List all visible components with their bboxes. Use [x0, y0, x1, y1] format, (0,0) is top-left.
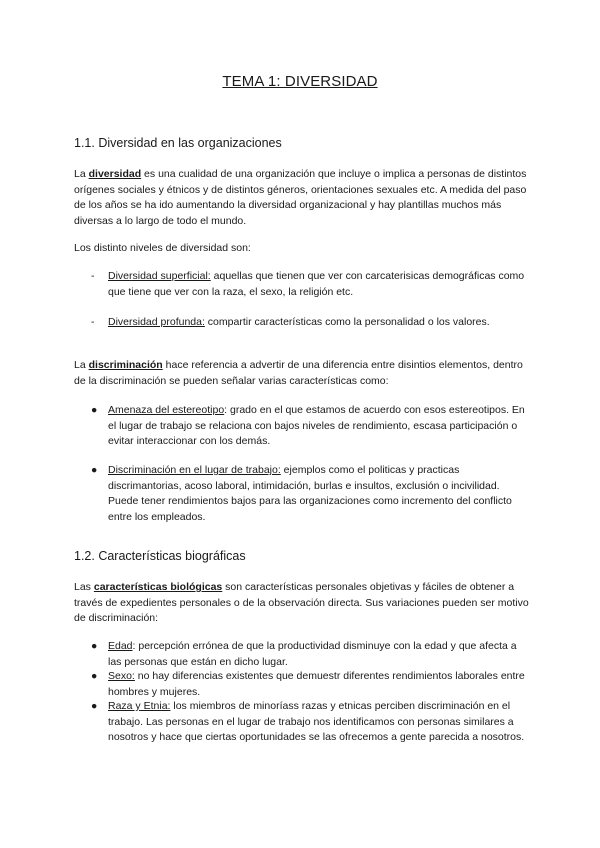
- biographic-label: Sexo:: [108, 670, 135, 682]
- section-1-heading: 1.1. Diversidad en las organizaciones: [74, 136, 282, 150]
- discrimination-item-text: [108, 463, 531, 525]
- section-1-paragraph-discrimination: [74, 358, 530, 389]
- level-item-text: [108, 269, 531, 300]
- level-description: aquellas que tienen que ver con carcaterisicas demográficas como que tiene que ver con la raza, el sexo, la religión etc.: [108, 270, 525, 298]
- bullet-marker: ●: [91, 670, 98, 682]
- discrimination-label: Discriminación en el lugar de trabajo:: [108, 464, 281, 476]
- biographic-label: Edad: [108, 640, 133, 652]
- bullet-marker: ●: [91, 464, 98, 476]
- biographic-item-edad: [91, 639, 531, 670]
- term-caracteristicas-biologicas: características biológicas: [93, 581, 223, 593]
- section-1-levels-intro: Los distinto niveles de diversidad son:: [74, 242, 251, 254]
- biographic-item-text: [108, 699, 531, 746]
- biographic-item-raza-etnia: [91, 699, 531, 746]
- level-item-superficial: [91, 269, 531, 300]
- biographic-item-text: [108, 669, 531, 700]
- text-run: La: [74, 359, 89, 371]
- term-diversidad: diversidad: [88, 168, 142, 180]
- dash-marker: -: [91, 270, 95, 282]
- biographic-label: Raza y Etnia:: [108, 700, 171, 712]
- level-item-text: [108, 315, 531, 331]
- text-run: son características personales objetivas y fáciles de obtener a través de expedientes personales o de la observación directa. Sus variaciones pueden ser motivo de discriminación:: [74, 581, 529, 624]
- discrimination-item-stereotype: [91, 403, 531, 450]
- level-label: Diversidad profunda:: [108, 316, 205, 328]
- text-run: hace referencia a advertir de una diferencia entre disintios elementos, dentro de la discriminación se pueden señalar varias características como:: [74, 359, 523, 387]
- text-run: Las: [74, 581, 94, 593]
- section-2-heading: 1.2. Características biográficas: [74, 549, 246, 563]
- dash-marker: -: [91, 316, 95, 328]
- biographic-description: no hay diferencias existentes que demuestr diferentes rendimientos laborales entre hombres y mujeres.: [108, 670, 525, 698]
- section-1-paragraph-diversity: [74, 167, 530, 229]
- page-title: TEMA 1: DIVERSIDAD: [222, 73, 378, 90]
- text-run: La: [74, 168, 89, 180]
- level-item-profunda: [91, 315, 531, 331]
- bullet-marker: ●: [91, 404, 98, 416]
- discrimination-description: : grado en el que estamos de acuerdo con esos estereotipos. En el lugar de trabajo se relaciona con bajos niveles de rendimiento, escasa participación o evitar interaccionar con los demás.: [108, 404, 525, 447]
- biographic-description: : percepción errónea de que la productividad disminuye con la edad y que afecta a las personas que están en dicho lugar.: [108, 640, 517, 668]
- biographic-item-text: [108, 639, 531, 670]
- term-discriminacion: discriminación: [88, 359, 163, 371]
- level-description: compartir características como la personalidad o los valores.: [204, 316, 490, 328]
- discrimination-item-workplace: [91, 463, 531, 525]
- discrimination-item-text: [108, 403, 531, 450]
- bullet-marker: ●: [91, 700, 98, 712]
- bullet-marker: ●: [91, 640, 98, 652]
- biographic-description: los miembros de minoríass razas y etnicas perciben discriminación en el trabajo. Las personas en el lugar de trabajo nos identificamos con personas similares a nosotros y hace que ciertas oportunidades se las ofrecemos a gente parecida a nosotros.: [108, 700, 525, 743]
- text-run: es una cualidad de una organización que incluye o implica a personas de distintos orígenes sociales y étnicos y de distintos géneros, orientaciones sexuales etc. A medida del paso de los años se ha ido aumentando la diversidad organizacional y hay plantillas muchos más diversas a lo largo de todo el mundo.: [74, 168, 527, 227]
- level-label: Diversidad superficial:: [108, 270, 211, 282]
- discrimination-label: Amenaza del estereotipo: [108, 404, 225, 416]
- discrimination-description: ejemplos como el politicas y practicas discrimantorias, acoso laboral, intimidación, burlas e insultos, exclusión o incivilidad. Puede tener rendimientos bajos para las organizaciones como incremento del conflicto entre los empleados.: [108, 464, 512, 523]
- biographic-item-sexo: [91, 669, 531, 700]
- section-2-paragraph-biographic: [74, 580, 530, 627]
